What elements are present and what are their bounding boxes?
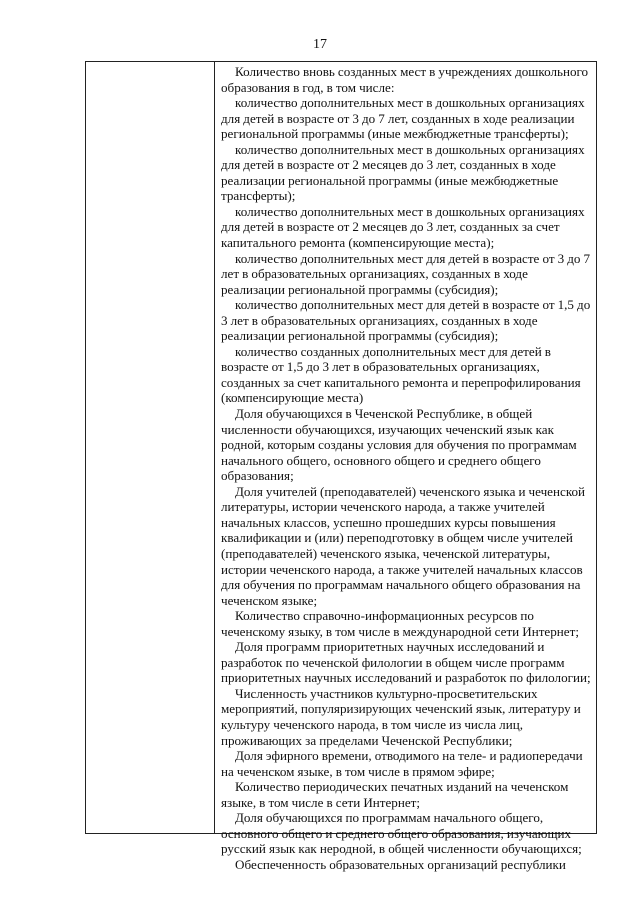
indicator-paragraph: Доля обучающихся в Чеченской Республике, в общей численности обучающихся, изучающих чеченский язык как родной, которым созданы условия для обучения по программам начального общего, основного общего и среднего общего образования; — [221, 406, 577, 484]
indicator-paragraph: количество дополнительных мест в дошкольных организациях для детей в возрасте от 2 месяцев до 3 лет, созданных в ходе реализации региональной программы (иные межбюджетные трансферты); — [221, 141, 585, 204]
table-left-cell — [86, 62, 215, 833]
page-number: 17 — [313, 37, 327, 52]
table-right-cell — [221, 64, 593, 872]
indicator-paragraph: количество дополнительных мест в дошкольных организациях для детей в возрасте от 2 месяцев до 3 лет, созданных за счет капитального ремонта (компенсирующие места); — [221, 203, 585, 251]
indicator-paragraph: количество дополнительных мест в дошкольных организациях для детей в возрасте от 3 до 7 лет, созданных в ходе реализации региональной программы (иные межбюджетные трансферты); — [221, 95, 585, 142]
indicator-paragraph: Доля обучающихся по программам начального общего, основного общего и среднего общего образования, изучающих русский язык как неродной, в общей численности обучающихся; — [221, 810, 582, 857]
indicator-paragraph: Количество справочно-информационных ресурсов по чеченскому языку, в том числе в международной сети Интернет; — [221, 608, 579, 639]
indicator-paragraph: количество дополнительных мест для детей в возрасте от 3 до 7 лет в образовательных организациях, созданных в ходе реализации региональной программы (субсидия); — [221, 250, 591, 297]
indicator-paragraph: количество созданных дополнительных мест для детей в возрасте от 1,5 до 3 лет в образовательных организациях, созданных за счет капитального ремонта и перепрофилирования (компенсирующие места) — [221, 343, 581, 406]
indicator-paragraph: Количество периодических печатных изданий на чеченском языке, в том числе в сети Интернет; — [221, 779, 569, 810]
indicator-paragraph: Количество вновь созданных мест в учреждениях дошкольного образования в год, в том числе: — [221, 64, 589, 95]
indicator-paragraph: Доля учителей (преподавателей) чеченского языка и чеченской литературы, истории чеченского народа, а также учителей начальных классов, успешно прошедших курсы повышения квалификации и (или) переподготовку в общем числе учителей (преподавателей) чеченского языка, чеченской литературы, истории чеченского народа, а также учителей начальных классов для обучения по программам начального общего образования на чеченском языке; — [221, 483, 586, 608]
indicators-table — [85, 61, 597, 872]
indicator-paragraph: Обеспеченность образовательных организаций республики — [235, 856, 566, 872]
indicator-paragraph: Численность участников культурно-просветительских мероприятий, популяризирующих чеченский язык, литературу и культуру чеченского народа, в том числе из числа лиц, проживающих за пределами Чеченской Республики; — [221, 685, 581, 748]
indicator-paragraph: количество дополнительных мест для детей в возрасте от 1,5 до 3 лет в образовательных организациях, созданных в ходе реализации региональной программы (субсидия); — [221, 297, 591, 344]
indicator-paragraph: Доля программ приоритетных научных исследований и разработок по чеченской филологии в общем числе программ приоритетных научных исследований и разработок по филологии; — [221, 639, 591, 686]
indicator-paragraph: Доля эфирного времени, отводимого на теле- и радиопередачи на чеченском языке, в том числе в прямом эфире; — [221, 748, 583, 779]
